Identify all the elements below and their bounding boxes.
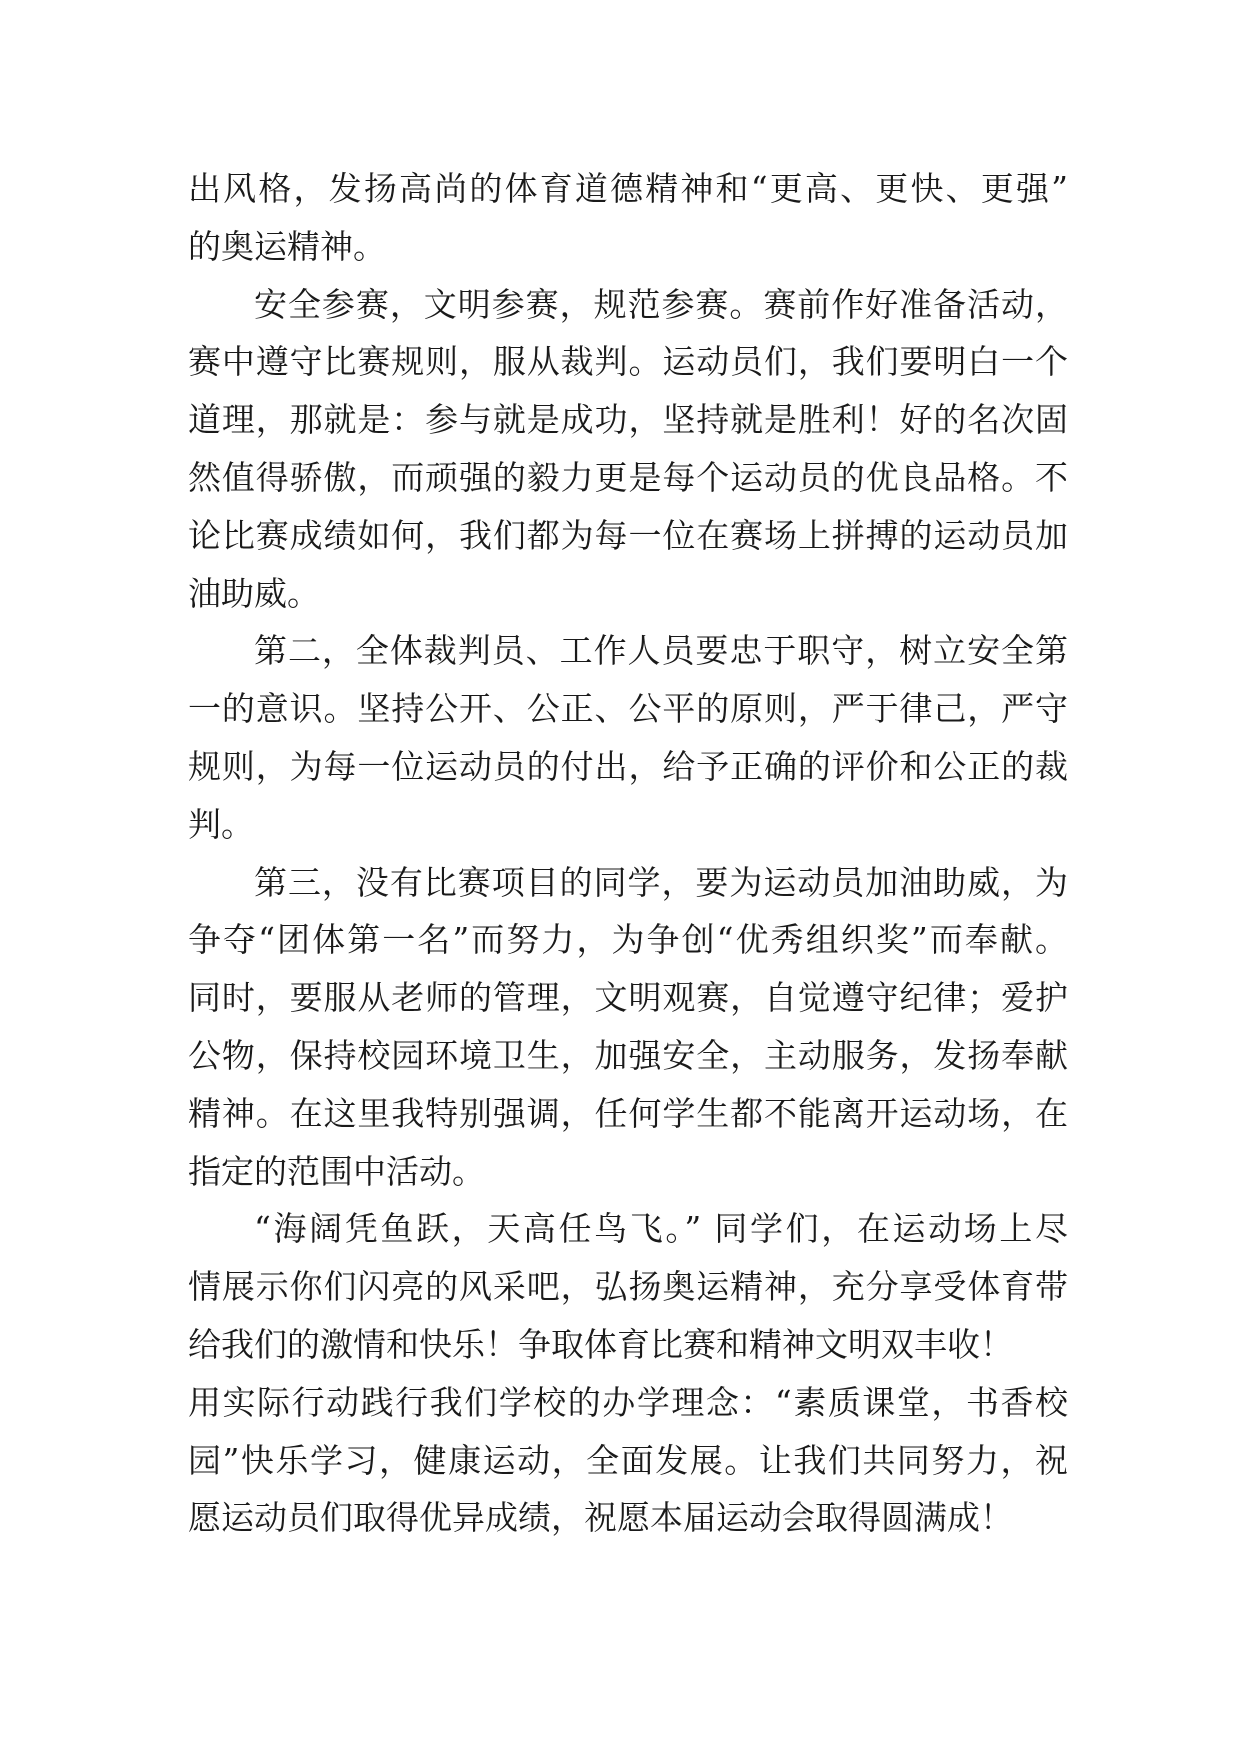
text-line: 然值得骄傲，而顽强的毅力更是每个运动员的优良品格。不 xyxy=(188,457,1068,497)
text-line: 判。 xyxy=(188,804,254,844)
text-line: 的奥运精神。 xyxy=(188,226,386,266)
paragraph-first-line: 第三，没有比赛项目的同学，要为运动员加油助威，为 xyxy=(254,862,1068,902)
text-line: 愿运动员们取得优异成绩，祝愿本届运动会取得圆满成！ xyxy=(188,1498,1013,1538)
paragraph-first-line: “海阔凭鱼跃，天高任鸟飞。” 同学们，在运动场上尽 xyxy=(254,1209,1068,1249)
body-text xyxy=(188,160,1068,1547)
text-line: 规则，为每一位运动员的付出，给予正确的评价和公正的裁 xyxy=(188,746,1068,786)
text-line: 情展示你们闪亮的风采吧，弘扬奥运精神，充分享受体育带 xyxy=(188,1267,1068,1307)
text-line: 给我们的激情和快乐！争取体育比赛和精神文明双丰收！ xyxy=(188,1324,1013,1364)
paragraph-first-line: 第二，全体裁判员、工作人员要忠于职守，树立安全第 xyxy=(254,631,1068,671)
paragraph-first-line: 安全参赛，文明参赛，规范参赛。赛前作好准备活动， xyxy=(254,284,1068,324)
text-line: 一的意识。坚持公开、公正、公平的原则，严于律己，严守 xyxy=(188,689,1068,729)
text-line: 同时，要服从老师的管理，文明观赛，自觉遵守纪律；爱护 xyxy=(188,978,1068,1018)
text-line: 油助威。 xyxy=(188,573,320,613)
text-line: 道理，那就是：参与就是成功，坚持就是胜利！好的名次固 xyxy=(188,400,1068,440)
text-line: 赛中遵守比赛规则，服从裁判。运动员们，我们要明白一个 xyxy=(188,342,1068,382)
text-line: 用实际行动践行我们学校的办学理念：“素质课堂，书香校 xyxy=(188,1382,1068,1422)
text-line: 园”快乐学习，健康运动，全面发展。让我们共同努力，祝 xyxy=(188,1440,1068,1480)
text-line: 指定的范围中活动。 xyxy=(188,1151,485,1191)
text-line: 精神。在这里我特别强调，任何学生都不能离开运动场，在 xyxy=(188,1093,1068,1133)
text-line: 出风格，发扬高尚的体育道德精神和“更高、更快、更强” xyxy=(188,169,1068,208)
text-line: 论比赛成绩如何，我们都为每一位在赛场上拼搏的运动员加 xyxy=(188,515,1068,555)
text-line: 争夺“团体第一名”而努力，为争创“优秀组织奖”而奉献。 xyxy=(188,920,1068,960)
text-line: 公物，保持校园环境卫生，加强安全，主动服务，发扬奉献 xyxy=(188,1035,1068,1075)
